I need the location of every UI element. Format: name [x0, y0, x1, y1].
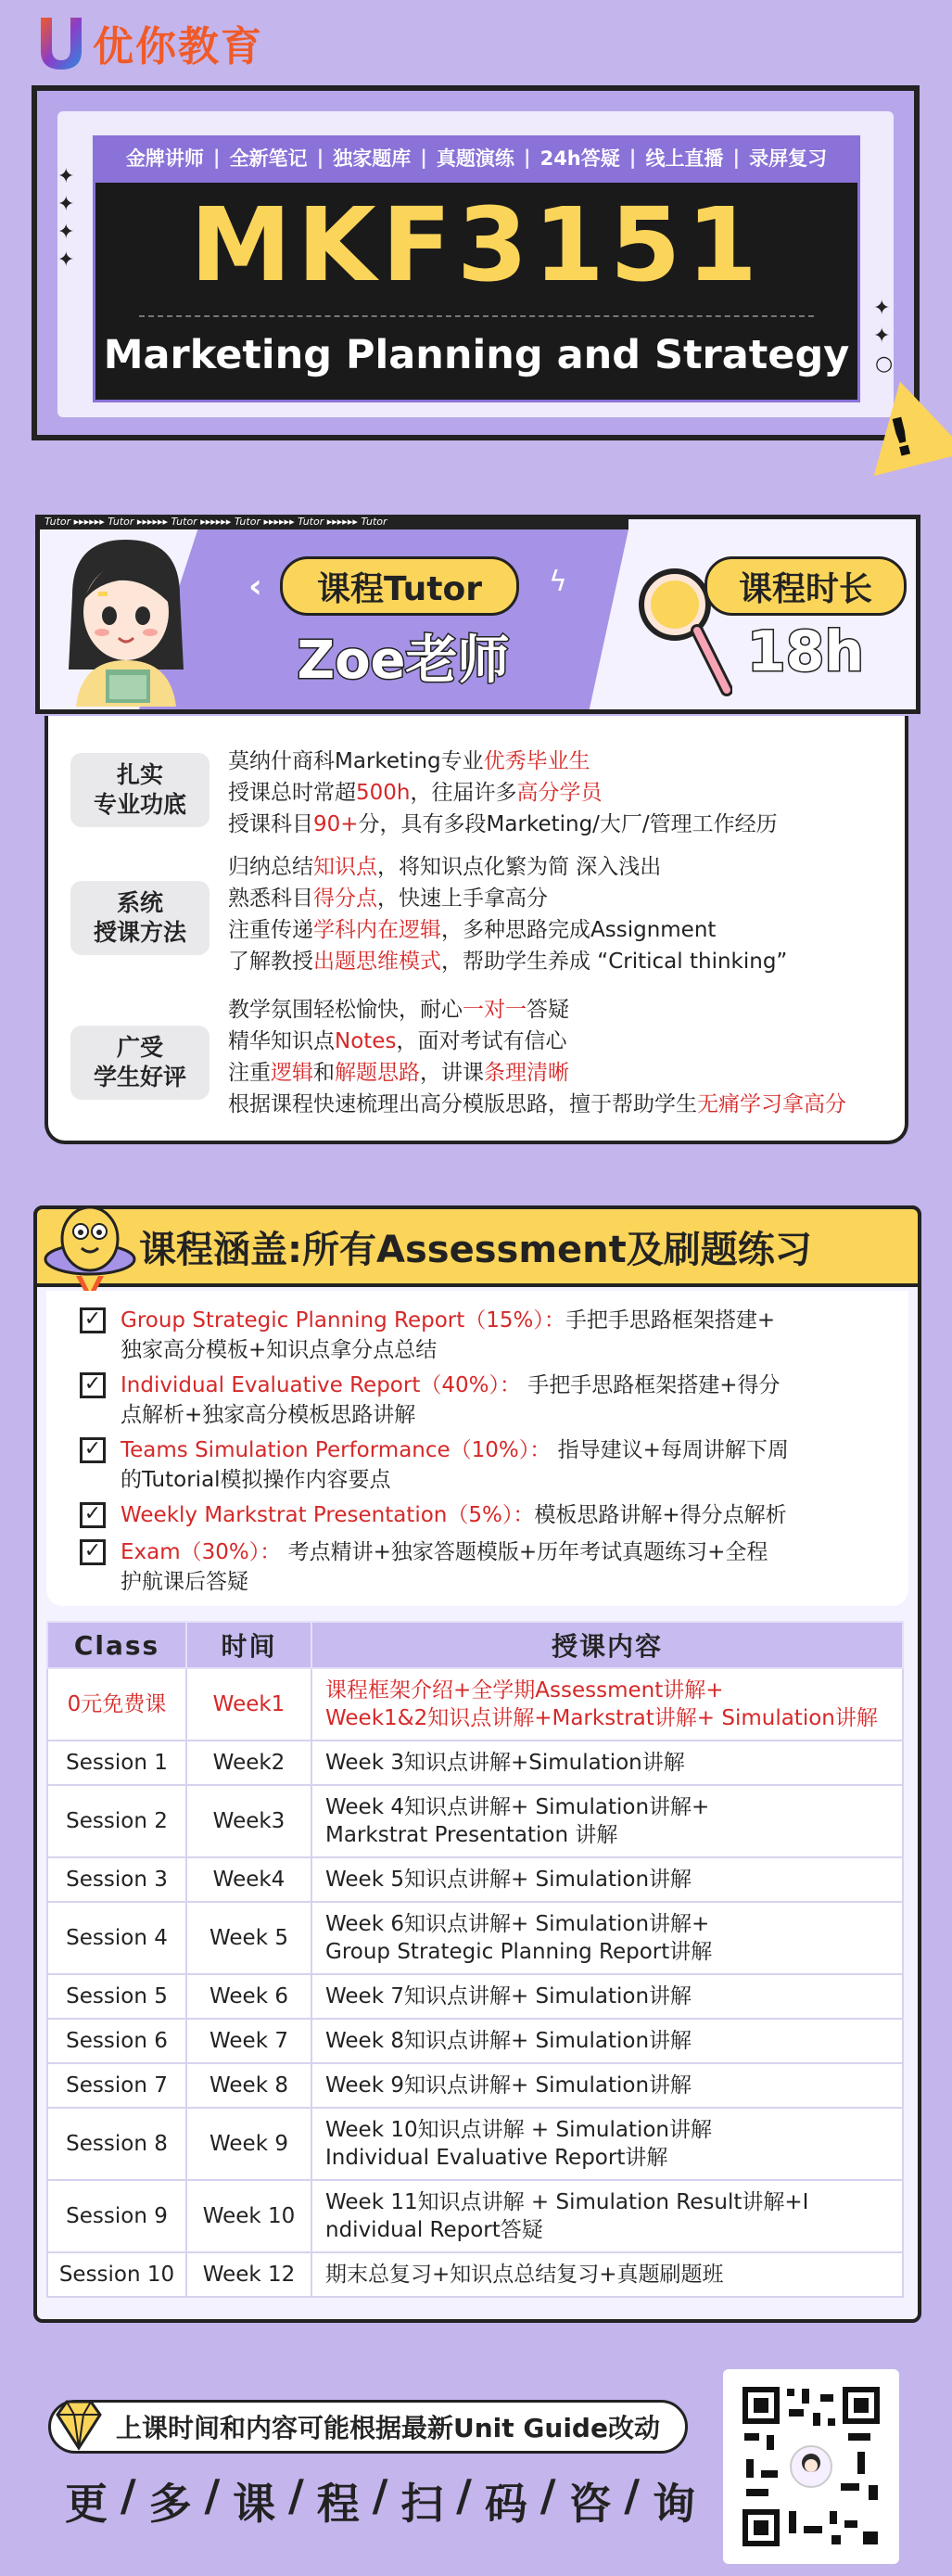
cell-week: Week 8 [186, 2063, 311, 2108]
detail-text: 分，具有多段Marketing/大厂/管理工作经历 [358, 812, 778, 836]
highlight-text: 500h [356, 781, 411, 805]
cell-content [311, 1902, 903, 1974]
schedule-table [46, 1621, 904, 2298]
highlight-text: 一对一 [463, 998, 527, 1022]
table-row [47, 1668, 903, 1741]
sparkle-icon: ✦ [873, 297, 891, 320]
hours-label: 课程时长 [704, 556, 907, 616]
cell-class: Session 7 [47, 2063, 186, 2108]
feature-bar: 金牌讲师 | 全新笔记 | 独家题库 | 真题演练 | 24h答疑 | 线上直播 | 录屏复习 [93, 135, 860, 180]
scan-char: 询 [652, 2479, 695, 2529]
checkbox-icon: ✓ [80, 1437, 106, 1463]
cell-content [311, 1785, 903, 1857]
content-line: ndividual Report答疑 [325, 2218, 543, 2242]
detail-lines [228, 851, 787, 977]
cell-content [311, 2180, 903, 2252]
content-line: Individual Evaluative Report讲解 [325, 2146, 668, 2170]
content-line: Week 5知识点讲解+ Simulation讲解 [325, 1868, 692, 1892]
feature-item: 全新笔记 [229, 147, 308, 170]
assessment-item: Exam（30%）： 考点精讲+独家答题模版+历年考试真题练习+全程 护航课后答疑 [121, 1540, 768, 1594]
content-line: Week 7知识点讲解+ Simulation讲解 [325, 1984, 692, 2009]
content-line: Week 11知识点讲解 + Simulation Result讲解+I [325, 2190, 809, 2214]
table-row [47, 1902, 903, 1974]
detail-line [228, 914, 787, 946]
detail-line [228, 1057, 846, 1089]
scan-char: / [120, 2470, 136, 2520]
lightning-icon: ϟ [549, 566, 567, 598]
cell-content [311, 2252, 903, 2297]
detail-text: 莫纳什商科Marketing专业 [228, 749, 484, 773]
detail-text: 答疑 [527, 998, 569, 1022]
coverage-title: 课程涵盖:所有Assessment及刷题练习 [139, 1229, 812, 1271]
qr-code[interactable] [737, 2381, 885, 2552]
detail-text: 和 [313, 1061, 335, 1085]
cell-week: Week 9 [186, 2108, 311, 2180]
detail-tag: 广受 学生好评 [70, 1026, 209, 1100]
scan-char: / [372, 2470, 388, 2520]
scan-char: 扫 [400, 2479, 444, 2529]
detail-text: ，帮助学生养成 “Critical thinking” [441, 950, 788, 974]
detail-line [228, 746, 778, 777]
notice-bar: 上课时间和内容可能根据最新Unit Guide改动 [48, 2400, 688, 2454]
hours-value: 18h [746, 619, 865, 684]
detail-line [228, 994, 846, 1026]
scan-char: / [624, 2470, 641, 2520]
detail-text: ，面对考试有信心 [396, 1029, 567, 1053]
detail-text: 注重 [228, 1061, 271, 1085]
feature-item: 金牌讲师 [125, 147, 204, 170]
brand-name: 优你教育 [93, 23, 263, 70]
col-header-time: 时间 [186, 1622, 311, 1668]
detail-text: 精华知识点 [228, 1029, 335, 1053]
detail-text: ，快速上手拿高分 [377, 886, 548, 911]
cell-class: Session 9 [47, 2180, 186, 2252]
detail-lines [228, 994, 846, 1120]
highlight-text: Notes [335, 1029, 397, 1053]
cell-content [311, 1974, 903, 2019]
assessment-item: Group Strategic Planning Report（15%）：手把手思路框架搭建+ 独家高分模板+知识点拿分点总结 [121, 1308, 776, 1362]
highlight-text: 优秀毕业生 [483, 749, 590, 773]
detail-text: 归纳总结 [228, 855, 313, 879]
detail-tag: 系统 授课方法 [70, 881, 209, 955]
cell-week: Week2 [186, 1741, 311, 1785]
warning-mark: ! [882, 405, 921, 471]
scan-char: 码 [484, 2479, 527, 2529]
table-row [47, 2180, 903, 2252]
scan-char: 课 [233, 2479, 276, 2529]
scan-char: / [456, 2470, 472, 2520]
col-header-content: 授课内容 [311, 1622, 903, 1668]
circle-icon: ○ [875, 352, 894, 376]
cell-week: Week3 [186, 1785, 311, 1857]
feature-item: 录屏复习 [749, 147, 828, 170]
scan-char: 程 [316, 2479, 360, 2529]
table-row [47, 1741, 903, 1785]
checkbox-icon: ✓ [80, 1539, 106, 1565]
content-line: 期末总复习+知识点总结复习+真题刷题班 [325, 2263, 724, 2287]
detail-text: 注重传递 [228, 918, 313, 942]
detail-text: 授课总时常超 [228, 781, 356, 805]
content-line: Markstrat Presentation 讲解 [325, 1823, 618, 1847]
detail-lines [228, 746, 778, 840]
cell-class: Session 1 [47, 1741, 186, 1785]
tutor-avatar [44, 530, 207, 707]
content-line: 课程框架介绍+全学期Assessment讲解+ [325, 1678, 724, 1702]
scan-char: 咨 [568, 2479, 612, 2529]
cell-week: Week1 [186, 1668, 311, 1741]
cell-week: Week 5 [186, 1902, 311, 1974]
detail-text: 教学氛围轻松愉快，耐心 [228, 998, 463, 1022]
detail-text: 了解教授 [228, 950, 313, 974]
content-line: Week 9知识点讲解+ Simulation讲解 [325, 2073, 692, 2098]
assessment-item: Teams Simulation Performance（10%）： 指导建议+每周讲解下周 的Tutorial模拟操作内容要点 [121, 1438, 789, 1492]
detail-line [228, 851, 787, 883]
highlight-text: 解题思路 [335, 1061, 420, 1085]
cell-class: Session 4 [47, 1902, 186, 1974]
checkbox-icon: ✓ [80, 1307, 106, 1333]
feature-item: 真题演练 [436, 147, 514, 170]
scan-char: 多 [148, 2479, 192, 2529]
cell-class: Session 3 [47, 1857, 186, 1902]
highlight-text: 90+ [313, 812, 359, 836]
detail-text: 授课科目 [228, 812, 313, 836]
course-title: Marketing Planning and Strategy [103, 332, 850, 378]
highlight-text: 知识点 [313, 855, 377, 879]
cell-class: 0元免费课 [47, 1668, 186, 1741]
highlight-text: 无痛学习拿高分 [697, 1092, 846, 1116]
table-row [47, 1974, 903, 2019]
table-row [47, 2019, 903, 2063]
detail-text: ，讲课 [420, 1061, 484, 1085]
course-code: MKF3151 [190, 185, 763, 304]
scan-char: / [204, 2470, 221, 2520]
checkbox-icon: ✓ [80, 1372, 106, 1398]
cell-week: Week 10 [186, 2180, 311, 2252]
cell-content [311, 2108, 903, 2180]
table-row [47, 1785, 903, 1857]
diamond-icon [46, 2392, 111, 2457]
content-line: Week 3知识点讲解+Simulation讲解 [325, 1751, 685, 1775]
cell-class: Session 8 [47, 2108, 186, 2180]
tutor-strip: Tutor ▸▸▸▸▸▸ Tutor ▸▸▸▸▸▸ Tutor ▸▸▸▸▸▸ Tutor ▸▸▸▸▸▸ Tutor ▸▸▸▸▸▸ Tutor [35, 515, 628, 529]
cell-week: Week 6 [186, 1974, 311, 2019]
scan-char: / [539, 2470, 556, 2520]
sparkle-icon: ✦ [57, 165, 75, 188]
highlight-text: 得分点 [313, 886, 377, 911]
detail-line [228, 1089, 846, 1120]
table-row [47, 2063, 903, 2108]
chevron-left-icon: ‹ [248, 567, 262, 606]
cell-class: Session 5 [47, 1974, 186, 2019]
sparkle-icon: ✦ [57, 221, 75, 244]
detail-text: ，往届许多 [410, 781, 517, 805]
content-line: Week 6知识点讲解+ Simulation讲解+ [325, 1912, 710, 1936]
cell-week: Week 7 [186, 2019, 311, 2063]
rocket-icon [39, 1194, 141, 1306]
cell-class: Session 2 [47, 1785, 186, 1857]
detail-line [228, 777, 778, 809]
content-line: Week 10知识点讲解 + Simulation讲解 [325, 2118, 712, 2142]
cell-content [311, 2063, 903, 2108]
logo-u-icon [35, 12, 87, 73]
cell-content [311, 1857, 903, 1902]
content-line: Week 4知识点讲解+ Simulation讲解+ [325, 1795, 710, 1819]
sparkle-icon: ✦ [57, 249, 75, 272]
sparkle-icon: ✦ [873, 325, 891, 348]
highlight-text: 出题思维模式 [313, 950, 441, 974]
content-line: Group Strategic Planning Report讲解 [325, 1940, 713, 1964]
cell-class: Session 6 [47, 2019, 186, 2063]
content-line: Week 8知识点讲解+ Simulation讲解 [325, 2029, 692, 2053]
table-header [47, 1622, 903, 1668]
checkbox-icon: ✓ [80, 1502, 106, 1528]
scan-char: / [288, 2470, 304, 2520]
highlight-text: 学科内在逻辑 [313, 918, 441, 942]
detail-line [228, 1026, 846, 1057]
brand-logo [35, 9, 263, 76]
detail-tag: 扎实 专业功底 [70, 753, 209, 827]
detail-text: 熟悉科目 [228, 886, 313, 911]
detail-text: ，将知识点化繁为简 深入浅出 [377, 855, 662, 879]
divider [139, 315, 814, 317]
feature-item: 独家题库 [333, 147, 412, 170]
highlight-text: 高分学员 [516, 781, 603, 805]
cell-content [311, 1741, 903, 1785]
scan-char: 更 [65, 2479, 108, 2529]
detail-text: ，多种思路完成Assignment [441, 918, 717, 942]
sparkle-icon: ✦ [57, 193, 75, 216]
content-line: Week1&2知识点讲解+Markstrat讲解+ Simulation讲解 [325, 1706, 878, 1730]
detail-line [228, 809, 778, 840]
detail-line [228, 946, 787, 977]
feature-item: 线上直播 [645, 147, 724, 170]
col-header-class: Class [47, 1622, 186, 1668]
table-row [47, 2108, 903, 2180]
cell-content [311, 1668, 903, 1741]
table-row [47, 2252, 903, 2297]
table-row [47, 1857, 903, 1902]
tutor-name: Zoe老师 [297, 631, 510, 691]
feature-item: 24h答疑 [539, 147, 620, 170]
detail-line [228, 883, 787, 914]
cell-week: Week4 [186, 1857, 311, 1902]
tutor-label: 课程Tutor [280, 556, 519, 616]
highlight-text: 条理清晰 [484, 1061, 569, 1085]
cell-week: Week 12 [186, 2252, 311, 2297]
scan-prompt [65, 2470, 695, 2531]
detail-text: 根据课程快速梳理出高分模版思路，擅于帮助学生 [228, 1092, 697, 1116]
assessment-item: Individual Evaluative Report（40%）： 手把手思路框架搭建+得分 点解析+独家高分模板思路讲解 [121, 1373, 781, 1427]
assessment-item: Weekly Markstrat Presentation（5%）：模板思路讲解+得分点解析 [121, 1503, 787, 1527]
cell-content [311, 2019, 903, 2063]
highlight-text: 逻辑 [271, 1061, 313, 1085]
cell-class: Session 10 [47, 2252, 186, 2297]
